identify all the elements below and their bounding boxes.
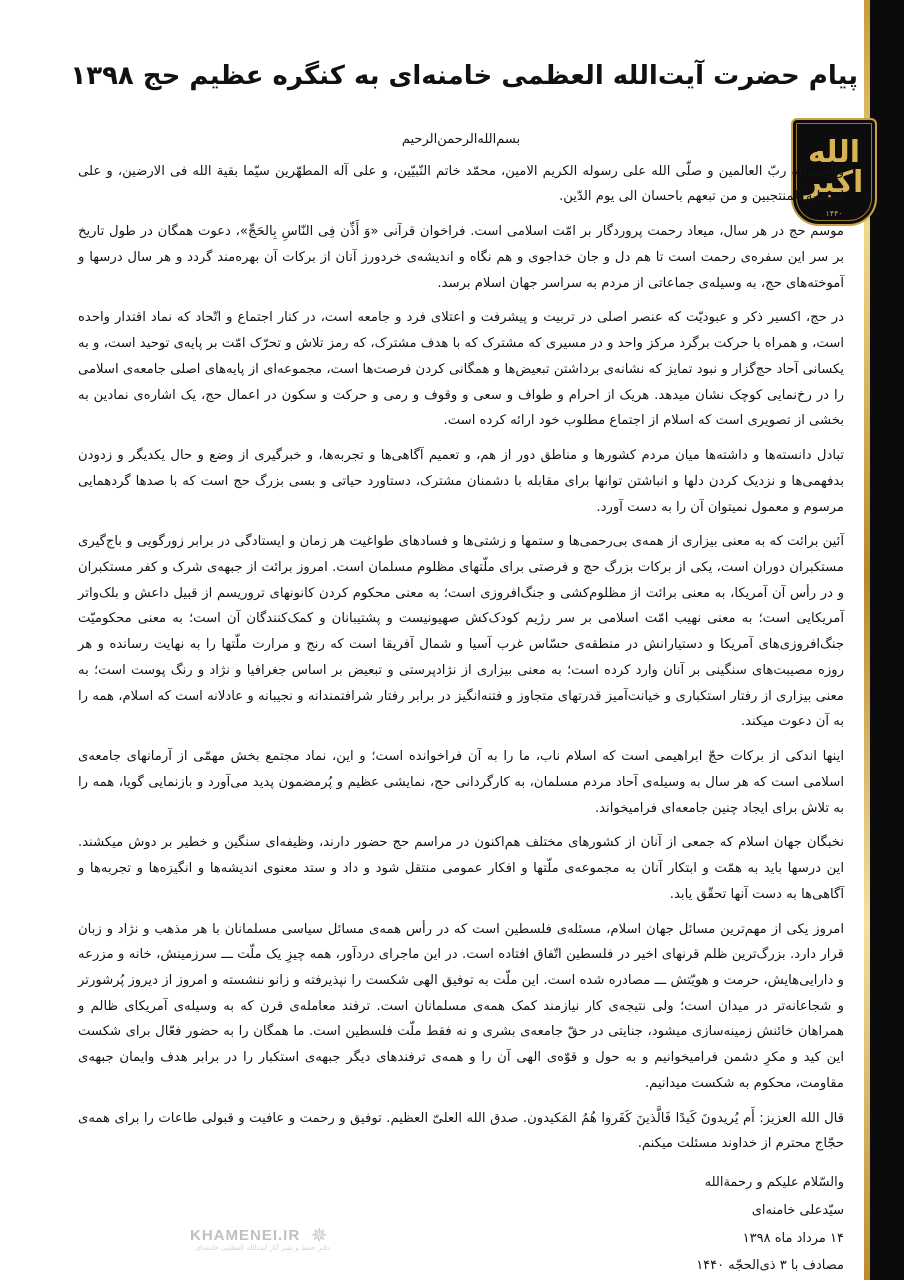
site-logo[interactable] bbox=[190, 1223, 331, 1252]
logo-subtitle: دفتر حفظ و نشر آثار آیت‌الله العظمی خامنه‌ای bbox=[195, 1244, 331, 1252]
closing-salutation: والسّلام علیکم و رحمةالله bbox=[704, 1175, 844, 1191]
page-title: پیام حضرت آیت‌الله العظمی خامنه‌ای به کنگره عظیم حج ۱۳۹۸ bbox=[70, 61, 858, 91]
khamenei-mark-icon: ✵ bbox=[310, 1223, 328, 1247]
basmala-wrap bbox=[78, 128, 844, 153]
paragraph: موسم حج در هر سال، میعاد رحمت پروردگار بر امّت اسلامی است. فراخوان قرآنی «وَ أَذِّن فِی النّاسِ بِالحَجِّ»، دعوت همگان در طول تاریخ بر سر این سفره‌ی رحمت است تا هم دل و جان خداجوی و هم نگاه و اندیشه‌ی خردورز آنان از برکات آن بهره‌مند گردد و هر سال درسها و آموخته‌های حج، به وسیله‌ی جماعاتی از مردم به سراسر جهان اسلام برسد. bbox=[78, 224, 844, 291]
seal-year: ۱۴۴۰ bbox=[825, 209, 843, 218]
paragraph: امروز یکی از مهم‌ترین مسائل جهان اسلام، مسئله‌ی فلسطین است که در رأس همه‌ی مسائل سیاسی مسلمانان با هر مذهب و نژاد و زبان قرار دارد. بزرگ‌ترین ظلم قرنهای اخیر در فلسطین اتّفاق افتاده است. در این ماجرای دردآور، همه چیزِ یک ملّت ـــ سرزمینش، خانه و مزرعه و دارایی‌هایش، حرمت و هویّتش ـــ مصادره شده است. این ملّت به توفیق الهی شکست را نپذیرفته و زانو ننشسته و امروز از دیروز پُرشورتر و شجاعانه‌تر در میدان است؛ ولی نتیجه‌ی کار نیازمند کمک همه‌ی مسلمانان است. ترفند معامله‌ی قرن که به وسیله‌ی آمریکای ظالم و همراهان خائنش زمینه‌سازی میشود، جنایتی در حقّ جامعه‌ی بشری و نه فقط ملّت فلسطین است. ما همگان را به حضور فعّال برای شکست این کید و مکرِ دشمن فرامیخوانیم و به حول و قوّه‌ی الهی آن را و همه‌ی ترفندهای دیگر جبهه‌ی استکبار را در برابر هدف وایمان جبهه‌ی مقاومت، محکوم به شکست میدانیم. bbox=[78, 921, 844, 1091]
paragraph: تبادل دانسته‌ها و داشته‌ها میان مردم کشورها و مناطق دور از هم، و تعمیم آگاهی‌ها و تجربه‌ها، و خبرگیری از وضع و حال یکدیگر و زدودن بدفهمی‌ها و نزدیک کردن دلها و انباشتن توانها برای مقابله با دشمنان مشترک، دستاورد حیاتی و بسی بزرگ حج است که با صدها گردهمایی مرسوم و معمول نمیتوان آن را به دست آورد. bbox=[78, 448, 844, 515]
basmala: بسم‌الله‌الرحمن‌الرحیم bbox=[401, 132, 521, 147]
date-solar: ۱۴ مرداد ماه ۱۳۹۸ bbox=[742, 1230, 844, 1246]
paragraph: در حج، اکسیر ذکر و عبودیّت که عنصر اصلی در تربیت و پیشرفت و اعتلای فرد و جامعه است، در کنار اجتماع و اتّحاد که نماد اقتدار واحده است، و همراه با حرکت برگرد مرکز واحد و در مسیری که مشترک که با هدف مشترک، که رمز تلاش و تحرّک امّت بر پایه‌ی توحید است، و به یکسانی آحاد حج‌گزار و نبود تمایز که نشانه‌ی برداشتن تبعیض‌ها و همگانی کردن فرصت‌ها است، مجموعه‌ای از پایه‌های اصلی جامعه‌ی اسلامی را در رخ‌نمایی کوچک نشان میدهد. هریک از احرام و طواف و سعی و وقوف و رمی و حرکت و سکون در اعمال حج، یک اشاره‌ی نمادین به بخشی از تصویری است که اسلام از اجتماع مطلوب خود ارائه کرده است. bbox=[78, 310, 844, 429]
paragraph: اینها اندکی از برکات حجّ ابراهیمی است که اسلام ناب، ما را به آن فراخوانده است؛ و این، نماد مجتمع بخش مهمّی از آرمانهای جامعه‌ی اسلامی است که هر سال به وسیله‌ی آحاد مردم مسلمان، به کارگردانی حج، نمایشی عظیم و پُرمضمون پدید می‌آورد و بازنمایی گویا، همه را به تلاش برای ایجاد چنین جامعه‌ای فرامیخواند. bbox=[78, 749, 844, 816]
paragraph: نخبگان جهان اسلام که جمعی از آنان از کشورهای مختلف هم‌اکنون در مراسم حج حضور دارند، وظیفه‌ای سنگین و خطیر بر دوش میکشند. این درسها باید به همّت و ابتکار آنان به مجموعه‌ی ملّتها و افکار عمومی منتقل شود و داد و ستد معنوی اندیشه‌ها و انگیزه‌ها و تجربه‌ها و آگاهی‌ها به دست آنها تحقّق یابد. bbox=[78, 835, 844, 902]
wordmark: KHAMENEI.IR bbox=[190, 1226, 301, 1244]
signature: سیّدعلی خامنه‌ای bbox=[751, 1202, 844, 1218]
paragraph: قال الله العزیز: أَم یُریدونَ کَیدًا فَالَّذینَ کَفَروا هُمُ المَکیدون. صدق الله العلیّ العظیم. توفیق و رحمت و عافیت و قبولی طاعات را برای همه‌ی حجّاج محترم از خداوند مسئلت میکنم. bbox=[78, 1110, 844, 1152]
paragraph: آئین برائت که به معنی بیزاری از همه‌ی بی‌رحمی‌ها و ستمها و زشتی‌ها و فسادهای طواغیت هر زمان و ایستادگی در برابر زورگویی و باج‌گیری مستکبران دوران است، یکی از برکات بزرگ حج و فرصتی برای ملّتهای مظلوم مسلمان است. امروز برائت از جبهه‌ی شرک و کفر مستکبران و در رأس آن آمریکا، به معنی برائت از مظلوم‌کشی و جنگ‌افروزی است؛ به معنی محکوم کردن کانونهای تروریسم از قبیل داعش و بلک‌واتر آمریکایی است؛ به معنی نهیب امّت اسلامی بر سر رژیم کودک‌کش صهیونیست و پشتیبانان و کمک‌کنندگان آن است؛ به معنی محکومیّت جنگ‌افروزی‌های آمریکا و دستیارانش در منطقه‌ی حسّاس غرب آسیا و شمال آفریقا است که رنج و مرارت ملّتها را به نهایت رسانده و هر روزه مصیبت‌های سنگینی بر آنان وارد کرده است؛ به معنی بیزاری از نژادپرستی و تبعیض بر اساس جغرافیا و نژاد و رنگ پوست است؛ به معنی بیزاری از رفتار استکباری و خیانت‌آمیز قدرتهای متجاوز و فتنه‌انگیز در برابر رفتار شرافتمندانه و نجیبانه و عادلانه است که اسلام، همه را به آن دعوت میکند. bbox=[78, 534, 844, 730]
paragraph: والحمدلله ربّ العالمین و صلّی الله علی رسوله الکریم الامین، محمّد خاتم النّبیّین، و علی آله المطهّرین سیّما بقیة الله فی الارضین، و علی اصحابه المنتجبین و من تبعهم باحسان الی یوم الدّین. bbox=[78, 163, 844, 205]
document-body bbox=[78, 128, 844, 1280]
date-lunar: مصادف با ۳ ذی‌الحجّه ۱۴۴۰ bbox=[696, 1258, 844, 1274]
seal-glyph: الله اکبر bbox=[804, 135, 864, 200]
